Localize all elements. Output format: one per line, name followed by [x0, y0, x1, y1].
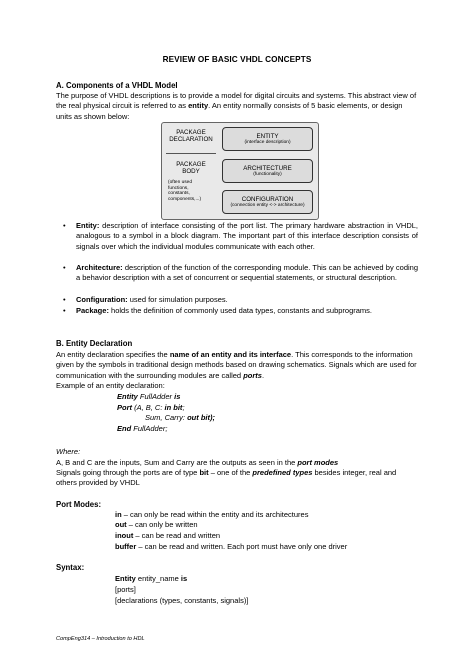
bullet-term: Configuration: — [76, 295, 128, 304]
intro-entity-term: entity — [188, 101, 209, 111]
entity-decl-bold: name of an entity and its interface — [169, 350, 292, 359]
section-b-intro — [56, 350, 418, 381]
bullet-text: used for simulation purposes. — [127, 295, 228, 304]
syntax-line-2: [ports] — [115, 585, 136, 594]
port-mode-keyword: out — [115, 520, 127, 529]
bullet-text: holds the definition of commonly used data types, constants and subprograms. — [108, 306, 373, 315]
syntax-keyword: is — [180, 574, 188, 583]
bullet-package — [76, 306, 418, 316]
code-text: FullAdder — [137, 392, 175, 401]
package-declaration-label — [162, 129, 220, 143]
entity-decl-text-2: . This corresponds to the information given by the symbols in traditional design methods based on drawing schematics. Signals which are used for communication with the surrounding modules are called — [56, 350, 417, 380]
port-mode-keyword: inout — [115, 531, 134, 540]
port-mode-out — [115, 520, 198, 530]
bullet-entity — [76, 221, 418, 252]
bullet-architecture — [76, 263, 418, 284]
code-keyword: in bit — [164, 403, 183, 412]
entity-box-title: ENTITY — [256, 133, 279, 140]
port-mode-text: – can only be read within the entity and its architectures — [121, 510, 309, 519]
port-mode-inout — [115, 531, 220, 541]
bullet-term: Package: — [76, 306, 109, 315]
page-title: REVIEW OF BASIC VHDL CONCEPTS — [162, 55, 312, 64]
bullet-text: description of interface consisting of the port list. The primary hardware abstraction in VHDL, analogous to a symbol in a block diagram. The important part of this interface description consists of signals over which the individual modules communicate with each other. — [76, 221, 418, 251]
bullet-text: description of the function of the corresponding module. This can be achieved by coding a behavior description with a set of concurrent or sequential statements, or structural description. — [76, 263, 418, 283]
design-units-diagram — [161, 122, 319, 220]
where-text: A, B and C are the inputs, Sum and Carry are the outputs as seen in the — [56, 458, 298, 467]
intro-text-end: . An entity normally consists of 5 basic elements, or design units as shown below: — [56, 101, 403, 121]
architecture-box — [222, 159, 313, 183]
code-text: FullAdder; — [131, 424, 168, 433]
bit-term: bit — [199, 468, 209, 477]
port-mode-in — [115, 510, 308, 520]
where-line-1 — [56, 458, 418, 468]
ports-term: ports — [243, 370, 262, 380]
entity-box-note: (interface description) — [244, 140, 291, 145]
code-keyword: Port — [117, 403, 132, 412]
page-footer: CompEng314 – Introduction to HDL — [56, 636, 145, 642]
code-keyword: out bit); — [187, 413, 215, 422]
section-a-heading: A. Components of a VHDL Model — [56, 81, 178, 90]
intro-text: The purpose of VHDL descriptions is to provide a model for digital circuits and systems. This abstract view of the real physical circuit is referred to as — [56, 91, 417, 111]
syntax-heading: Syntax: — [56, 563, 85, 572]
port-mode-text: – can be read and written — [133, 531, 221, 540]
port-mode-keyword: buffer — [115, 542, 137, 551]
bullet-configuration — [76, 295, 418, 305]
port-mode-text: – can only be written — [126, 520, 198, 529]
package-body-note-text: (often used functions, constants, components,...) — [168, 180, 202, 202]
code-text: (A, B, C: — [132, 403, 165, 412]
package-divider — [166, 153, 216, 154]
bullet-term: Architecture: — [76, 263, 123, 272]
syntax-line-3: [declarations (types, constants, signals)] — [115, 596, 249, 605]
code-text: Sum, Carry: — [145, 413, 188, 422]
port-modes-heading: Port Modes: — [56, 500, 102, 509]
port-modes-term: port modes — [297, 458, 339, 467]
code-keyword: End — [117, 424, 132, 433]
section-b-heading: B. Entity Declaration — [56, 339, 133, 348]
port-mode-text: – can be read and written. Each port must have only one driver — [136, 542, 348, 551]
code-line-1 — [117, 392, 180, 402]
code-keyword: Entity — [117, 392, 138, 401]
where-text: besides integer, real and others provided by VHDL — [56, 468, 397, 488]
code-line-4 — [117, 424, 167, 434]
where-label: Where: — [56, 447, 81, 456]
architecture-box-note: (functionality) — [253, 172, 282, 177]
where-line-2 — [56, 468, 418, 489]
code-line-2 — [117, 403, 185, 413]
syntax-keyword: Entity — [115, 574, 136, 583]
configuration-box — [222, 190, 313, 214]
architecture-box-title: ARCHITECTURE — [243, 165, 292, 172]
syntax-text: entity_name — [135, 574, 181, 583]
bullet-term: Entity: — [76, 221, 100, 230]
code-text: ; — [182, 403, 185, 412]
configuration-box-title: CONFIGURATION — [241, 196, 294, 203]
code-line-3 — [145, 413, 215, 423]
syntax-line-1 — [115, 574, 187, 584]
section-a-intro — [56, 91, 418, 122]
example-label: Example of an entity declaration: — [56, 381, 165, 390]
where-text: Signals going through the ports are of type — [56, 468, 200, 477]
code-keyword: is — [174, 392, 181, 401]
port-mode-buffer — [115, 542, 347, 552]
package-body-note — [168, 180, 218, 202]
entity-decl-text: An entity declaration specifies the — [56, 350, 170, 359]
package-body-text: PACKAGE BODY — [176, 161, 206, 175]
where-text: – one of the — [208, 468, 253, 477]
package-declaration-text: PACKAGE DECLARATION — [169, 129, 213, 143]
predefined-types-term: predefined types — [252, 468, 313, 477]
package-body-label — [162, 161, 220, 175]
configuration-box-note: (connection entity <-> architecture) — [230, 203, 305, 208]
entity-box — [222, 127, 313, 151]
entity-decl-end: . — [261, 370, 265, 380]
port-mode-keyword: in — [115, 510, 122, 519]
